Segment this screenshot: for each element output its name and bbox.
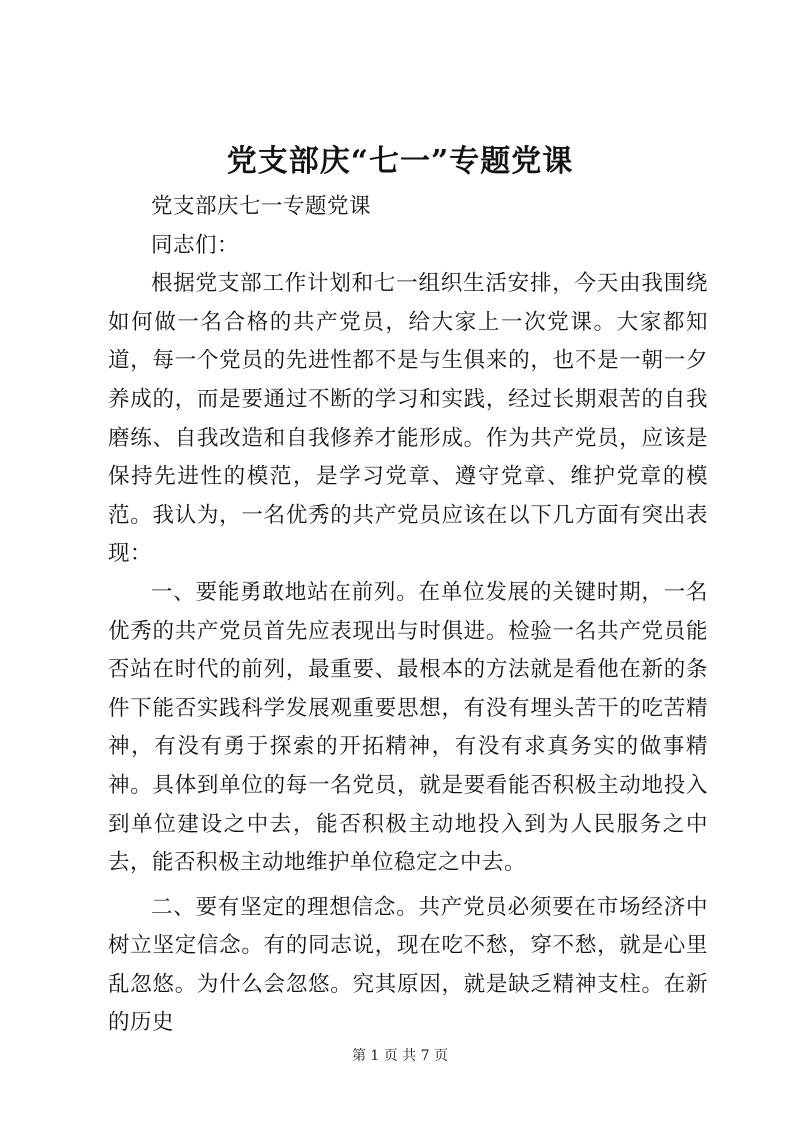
- intro-paragraph: 根据党支部工作计划和七一组织生活安排，今天由我围绕如何做一名合格的共产党员，给大家上一次党课。大家都知道，每一个党员的先进性都不是与生俱来的，也不是一朝一夕养成的，而是要通过不断的学习和实践，经过长期艰苦的自我磨练、自我改造和自我修养才能形成。作为共产党员，应该是保持先进性的模范，是学习党章、遵守党章、维护党章的模范。我认为，一名优秀的共产党员应该在以下几方面有突出表现：: [108, 271, 708, 567]
- point-two-paragraph: 二、要有坚定的理想信念。共产党员必须要在市场经济中树立坚定信念。有的同志说，现在吃不愁，穿不愁，就是心里乱忽悠。为什么会忽悠。究其原因，就是缺乏精神支柱。在新的历史: [108, 894, 708, 1036]
- point-one-paragraph: 一、要能勇敢地站在前列。在单位发展的关键时期，一名优秀的共产党员首先应表现出与时俱进。检验一名共产党员能否站在时代的前列，最重要、最根本的方法就是看他在新的条件下能否实践科学发展观重要思想，有没有埋头苦干的吃苦精神，有没有勇于探索的开拓精神，有没有求真务实的做事精神。具体到单位的每一名党员，就是要看能否积极主动地投入到单位建设之中去，能否积极主动地投入到为人民服务之中去，能否积极主动地维护单位稳定之中去。: [108, 579, 708, 876]
- document-title: 党支部庆“七一”专题党课: [226, 144, 574, 179]
- page-footer: 第 1 页 共 7 页: [351, 1048, 449, 1064]
- document-body: [108, 188, 708, 1043]
- subtitle-paragraph: 党支部庆七一专题党课: [151, 194, 372, 219]
- salutation-paragraph: 同志们：: [151, 232, 240, 258]
